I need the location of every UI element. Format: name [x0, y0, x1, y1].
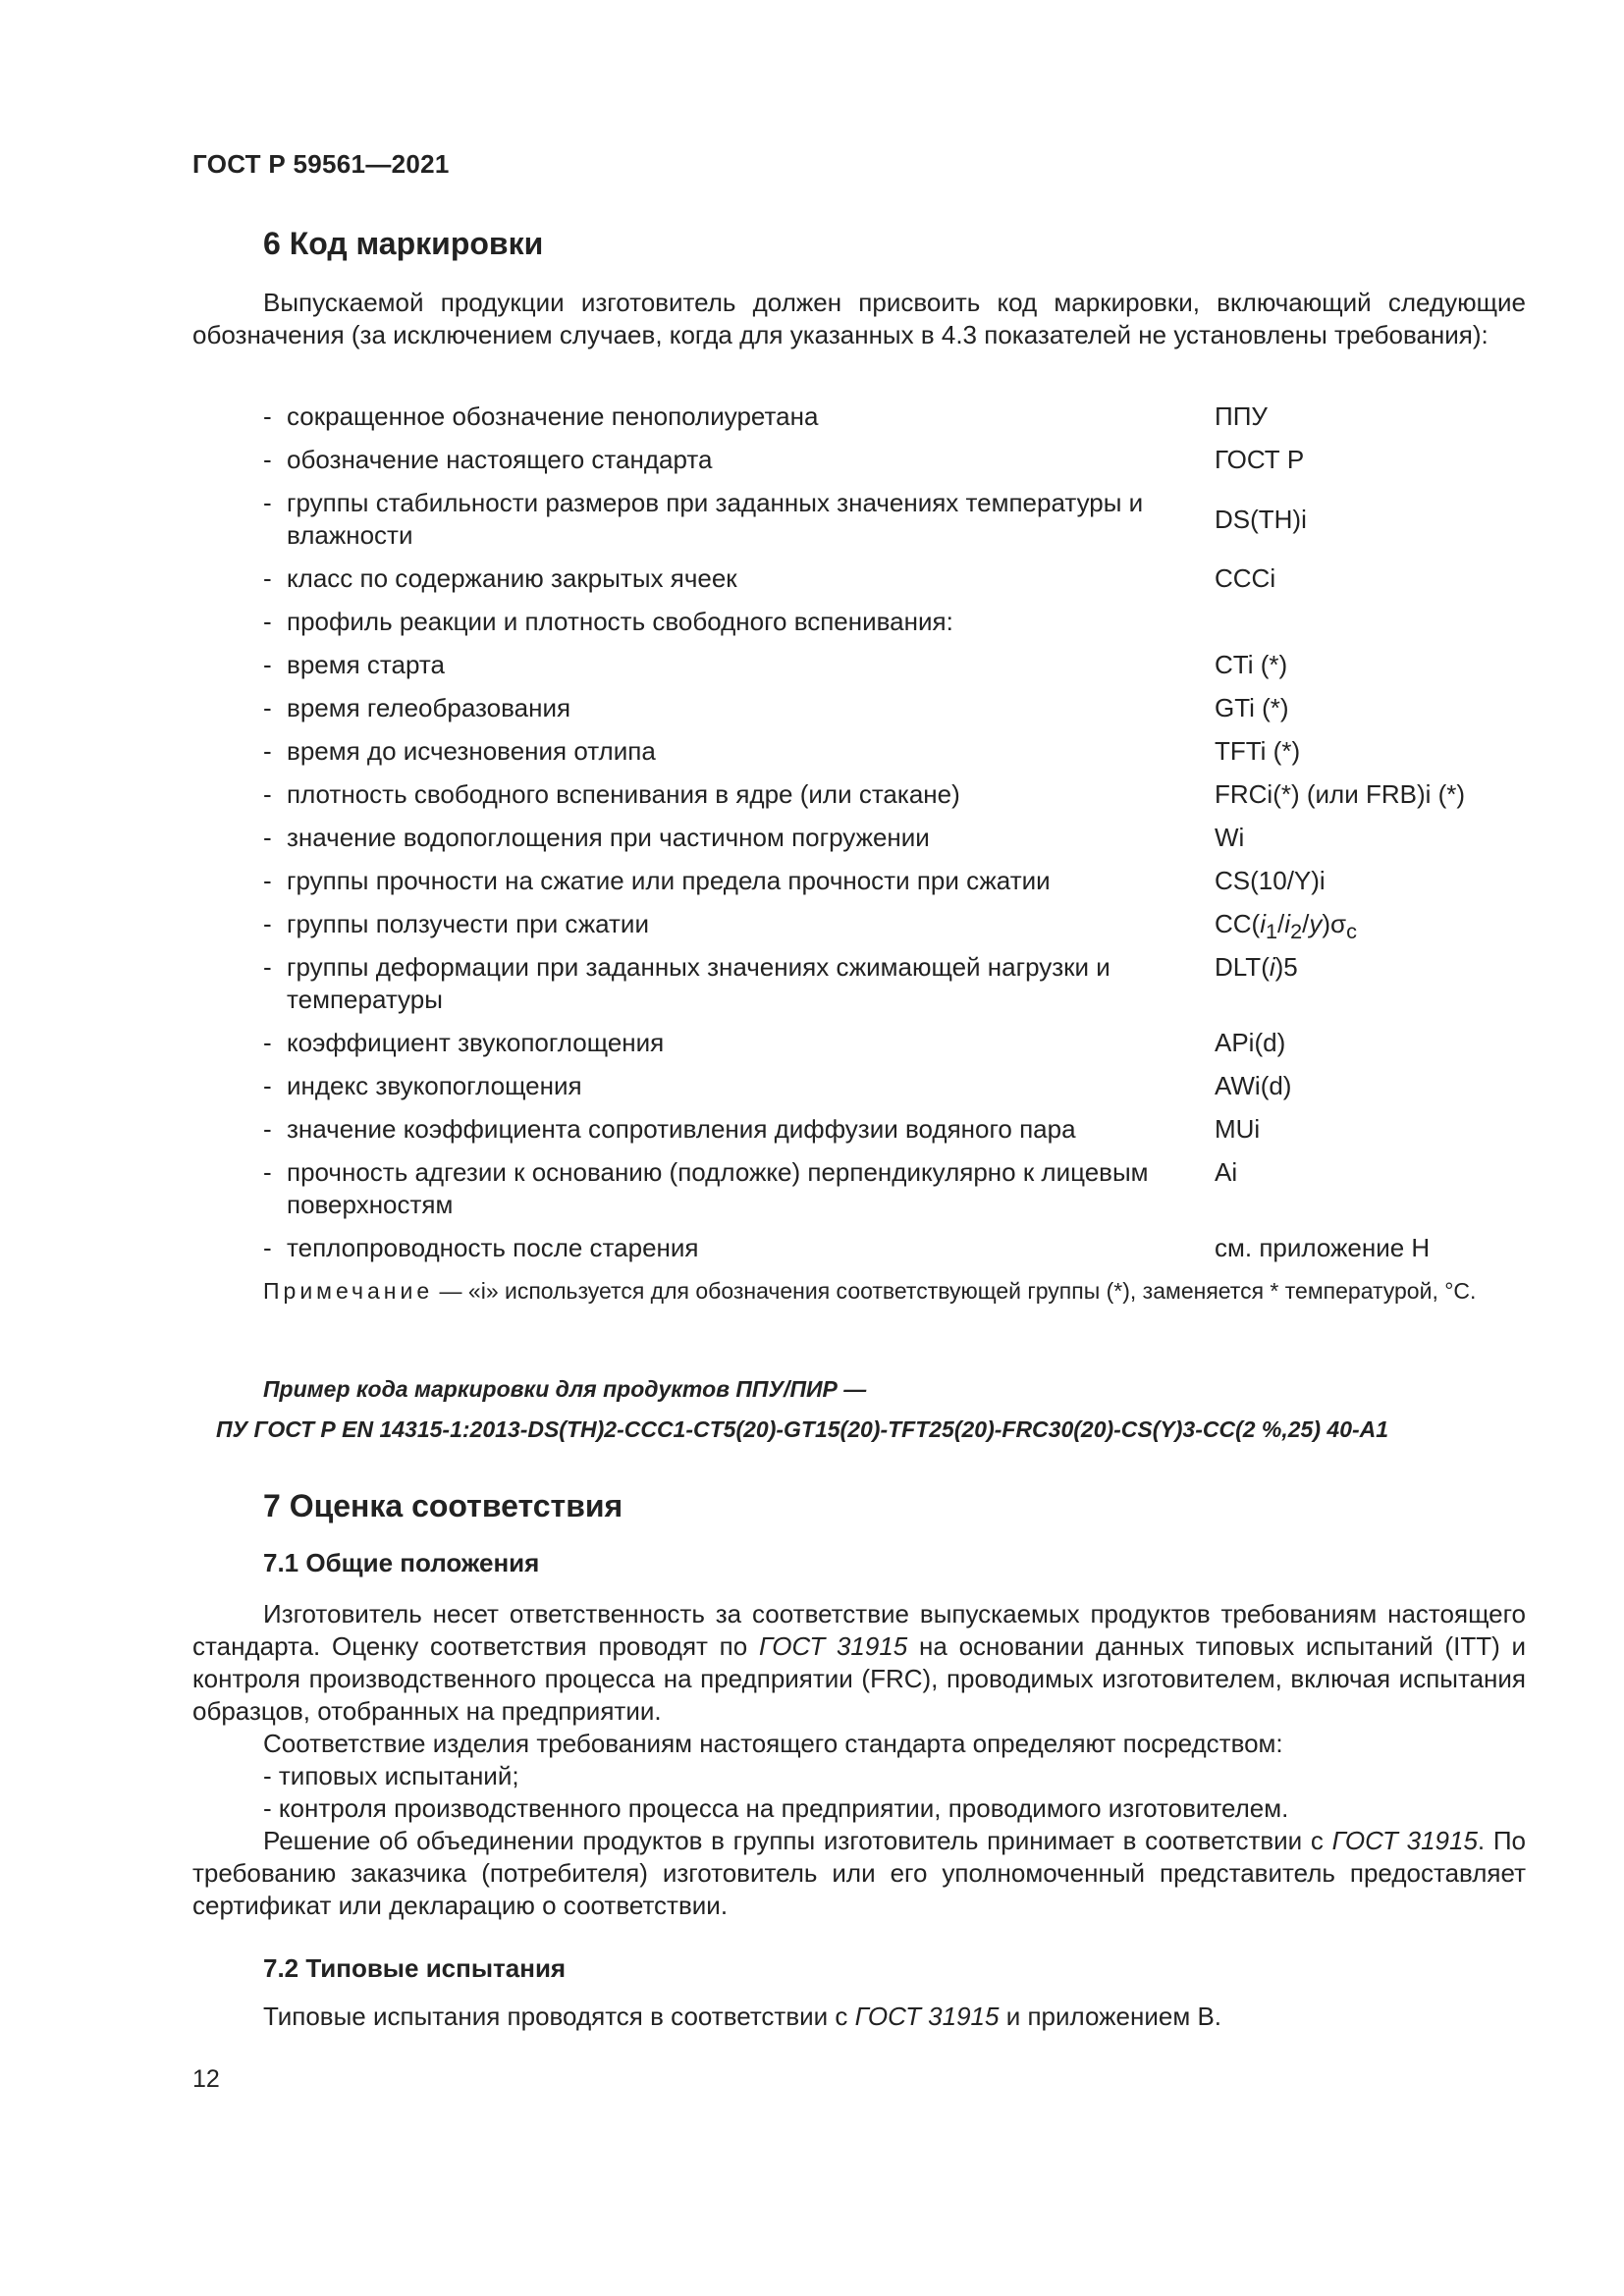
page-number: 12 [192, 2065, 220, 2093]
note-label: Примечание [263, 1278, 434, 1304]
subsection-7-1-title: 7.1 Общие положения [263, 1548, 540, 1577]
document-page: ГОСТ Р 59561—2021 6 Код маркировки Выпускаемой продукции изготовитель должен присвоить код маркировки, включающий следующие обозначения (за исключением случаев, когда для указанных в 4.3 показателей не установлены требования): - сокращенное обозначение пенополиуретана ППУ - обозначение настоящего стандарта ГОСТ Р - группы стабильности размеров при заданных значениях температуры и влажности DS(TH)i - класс по содержанию закрытых ячеек CCCi - профиль реакции и плотность свободного вспенивания: - время старта CTi (*) - время гелеобразования GTi (*) - время до исчезновения отлипа TFTi (*) - плотность свободного вспенивания в ядре (или стакане) FRCi(*) (или FRB)i (*) - значение водопоглощения при частичном погружении Wi - группы прочности на сжатие или предела прочности при сжатии CS(10/Y)i - группы ползучести при сжатии $CC(i_1/i_2/y)\sigma_c$ - группы деформации при заданных значениях сжимающей нагрузки и температуры DLT(i)5 - коэффициент звукопоглощения APi(d) - индекс звукопоглощения AWi(d) - значение коэффициента сопротивления диффузии водяного пара MUi - прочность адгезии к основанию (подложке) перпендикулярно к лицевым поверхностям Ai - теплопроводность после старения см. приложение Н Примечание — «i» используется для обозначения соответствующей группы (*), заменяется * температурой, °С. Пример кода маркировки для продуктов ППУ/ПИР — ПУ ГОСТ Р EN 14315-1:2013-DS(TH)2-CCC1-CT5(20)-GT15(20)-TFT25(20)-FRC30(20)-CS(Y)3-CC(2 %,25) 40-A1 7 Оценка соответствия 7.1 Общие положения Изготовитель несет ответственность за соответствие выпускаемых продуктов требованиям настоящего стандарта. Оценку соответствия проводят по ГОСТ 31915 на основании данных типовых испытаний (ITT) и контроля производственного процесса на предприятии (FRC), проводимых изготовителем, включая испытания образцов, отобранных на предприятии. Соответствие изделия требованиям настоящего стандарта определяют посредством: - типовых испытаний; - контроля производственного процесса на предприятии, проводимого изготовителем. Решение об объединении продуктов в группы изготовитель принимает в соответствии с ГОСТ 31915. По требованию заказчика (потребителя) изготовитель или его уполномоченный представитель предоставляет сертификат или декларацию о соответствии. 7.2 Типовые испытания Типовые испытания проводятся в соответствии с ГОСТ 31915 и приложением В. 12 [192, 149, 1526, 2093]
reference-link: ГОСТ 31915 [758, 1631, 908, 1661]
paragraph: Изготовитель несет ответственность за соответствие выпускаемых продуктов требованиям настоящего стандарта. Оценку соответствия проводят по ГОСТ 31915 на основании данных типовых испытаний (ITT) и контроля производственного процесса на предприятии (FRC), проводимых изготовителем, включая испытания образцов, отобранных на предприятии. [192, 1599, 1526, 1726]
reference-link: ГОСТ 31915 [854, 2002, 1000, 2031]
section-6-title: 6 Код маркировки [263, 226, 544, 261]
paragraph: Типовые испытания проводятся в соответствии с ГОСТ 31915 и приложением В. [263, 2002, 1222, 2031]
example-title: Пример кода маркировки для продуктов ППУ/ПИР — [263, 1376, 867, 1402]
document-id: ГОСТ Р 59561—2021 [192, 149, 450, 179]
list-item: - контроля производственного процесса на предприятии, проводимого изготовителем. [263, 1793, 1289, 1823]
note-text: — «i» используется для обозначения соответствующей группы (*), заменяется * температурой, °С. [433, 1278, 1477, 1304]
reference-link: ГОСТ 31915 [1331, 1826, 1478, 1855]
paragraph: Соответствие изделия требованиям настоящего стандарта определяют посредством: [263, 1729, 1283, 1758]
subsection-7-2-title: 7.2 Типовые испытания [263, 1953, 567, 1983]
example-code: ПУ ГОСТ Р EN 14315-1:2013-DS(TH)2-CCC1-CT5(20)-GT15(20)-TFT25(20)-FRC30(20)-CS(Y)3-CC(2 %,25) 40-A1 [216, 1416, 1389, 1442]
deformation-code: DLT(i)5 [1215, 952, 1298, 982]
section-7-title: 7 Оценка соответствия [263, 1488, 623, 1523]
creep-code: $CC(i_1/i_2/y)\sigma_c$ [1215, 909, 1357, 944]
list-item: - типовых испытаний; [263, 1761, 519, 1790]
section-6-intro: Выпускаемой продукции изготовитель должен присвоить код маркировки, включающий следующие обозначения (за исключением случаев, когда для указанных в 4.3 показателей не установлены требования): [192, 288, 1526, 349]
paragraph: Решение об объединении продуктов в группы изготовитель принимает в соответствии с ГОСТ 31915. По требованию заказчика (потребителя) изготовитель или его уполномоченный представитель предоставляет сертификат или декларацию о соответствии. [192, 1826, 1526, 1920]
note [192, 1276, 1526, 1307]
